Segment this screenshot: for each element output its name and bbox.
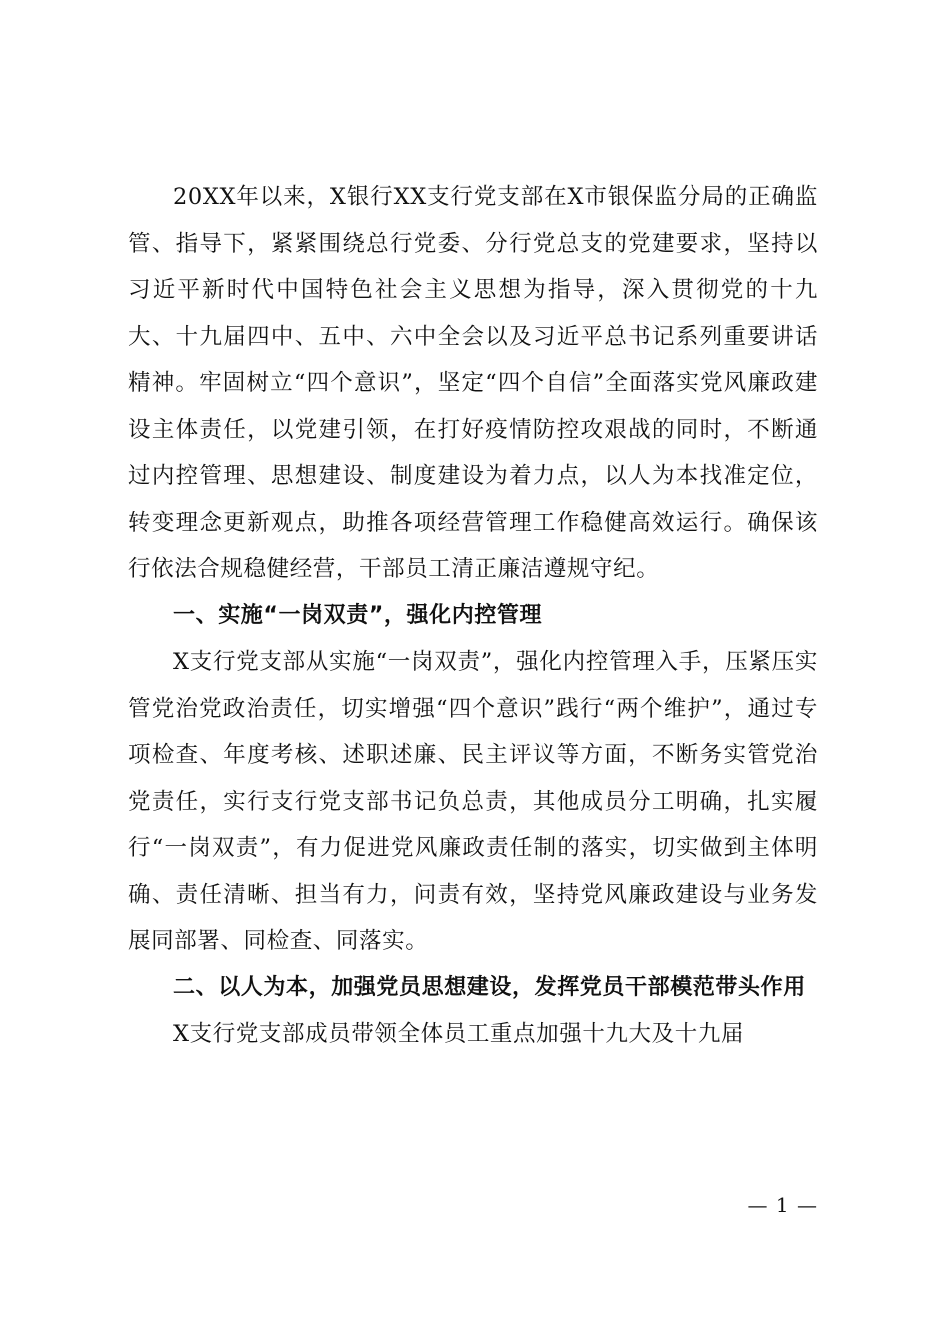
- section-heading-1: 一、实施“一岗双责”，强化内控管理: [173, 602, 543, 628]
- section-heading-2: 二、以人为本，加强党员思想建设，发挥党员干部模范带头作用: [173, 974, 806, 1000]
- section-1-paragraph: X支行党支部从实施“一岗双责”，强化内控管理入手，压紧压实管党治党政治责任，切实增强“四个意识”践行“两个维护”，通过专项检查、年度考核、述职述廉、民主评议等方面，不断务实管党治党责任，实行支行党支部书记负总责，其他成员分工明确，扎实履行“一岗双责”，有力促进党风廉政责任制的落实，切实做到主体明确、责任清晰、担当有力，问责有效，坚持党风廉政建设与业务发展同部署、同检查、同落实。: [128, 649, 818, 954]
- page-number: — 1 —: [747, 1193, 818, 1217]
- section-2-paragraph: X支行党支部成员带领全体员工重点加强十九大及十九届: [173, 1021, 745, 1047]
- intro-paragraph: 20XX年以来，X银行XX支行党支部在X市银保监分局的正确监管、指导下，紧紧围绕总行党委、分行党总支的党建要求，坚持以习近平新时代中国特色社会主义思想为指导，深入贯彻党的十九大、十九届四中、五中、六中全会以及习近平总书记系列重要讲话精神。牢固树立“四个意识”，坚定“四个自信”全面落实党风廉政建设主体责任，以党建引领，在打好疫情防控攻艰战的同时，不断通过内控管理、思想建设、制度建设为着力点，以人为本找准定位，转变理念更新观点，助推各项经营管理工作稳健高效运行。确保该行依法合规稳健经营，干部员工清正廉洁遵规守纪。: [128, 184, 818, 582]
- document-body: [128, 174, 818, 1058]
